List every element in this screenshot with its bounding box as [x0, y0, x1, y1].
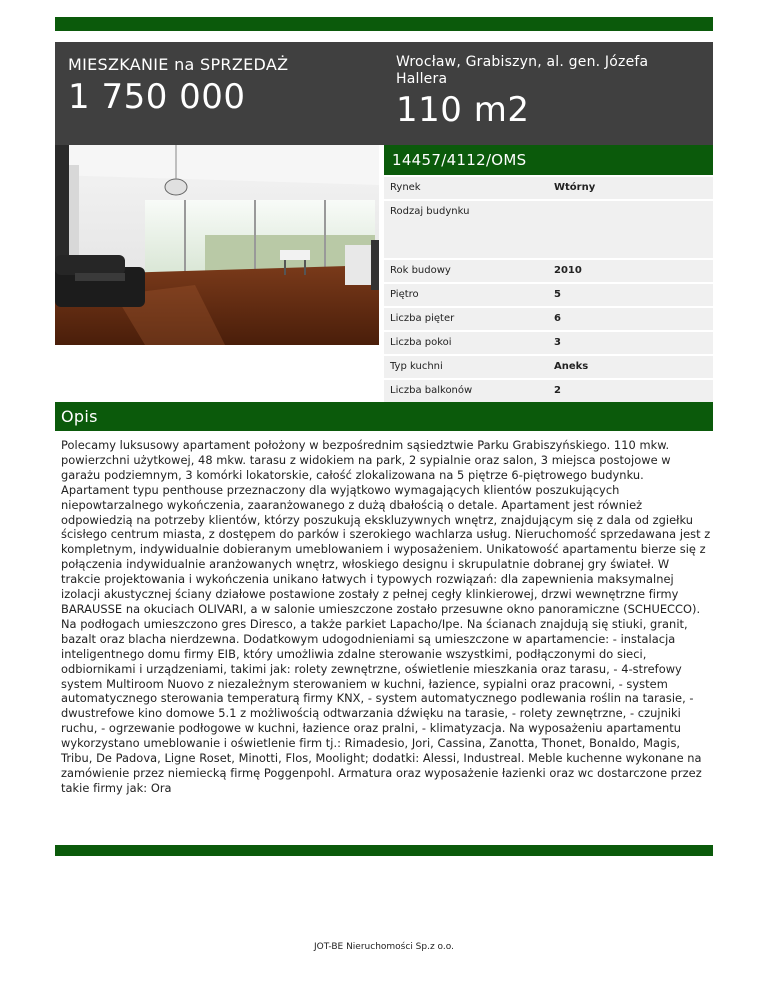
- param-label: Liczba pokoi: [390, 337, 452, 348]
- header-left: [68, 56, 368, 117]
- param-label: Rok budowy: [390, 265, 451, 276]
- params-table: [384, 177, 713, 404]
- param-label: Liczba balkonów: [390, 385, 473, 396]
- bottom-accent-bar: [55, 845, 713, 856]
- param-row-liczba-balkonow: [384, 380, 713, 402]
- offer-type: MIESZKANIE na SPRZEDAŻ: [68, 55, 289, 74]
- description-title: Opis: [61, 407, 98, 426]
- param-label: Piętro: [390, 289, 419, 300]
- param-row-liczba-pokoi: [384, 332, 713, 354]
- param-row-liczba-pieter: [384, 308, 713, 330]
- address: Wrocław, Grabiszyn, al. gen. Józefa Hallera: [396, 54, 649, 87]
- param-row-rok-budowy: [384, 260, 713, 282]
- param-label: Rodzaj budynku: [390, 206, 470, 217]
- header-right: [396, 54, 701, 130]
- param-label: Rynek: [390, 182, 421, 193]
- param-value: Wtórny: [554, 182, 596, 193]
- param-value: 3: [554, 337, 561, 348]
- listing-header: [55, 42, 713, 145]
- param-value: Aneks: [554, 361, 589, 372]
- description-text: Polecamy luksusowy apartament położony w bezpośrednim sąsiedztwie Parku Grabiszyńskiego. 110 mkw. powierzchni użytkowej, 48 mkw. tarasu z widokiem na park, 2 sypialnie oraz salon, 3 miejsca postojowe w garażu podziemnym, 3 komórki lokatorskie, całość zlokalizowana na 5 piętrze 6-piętrowego budynku. Apartament typu penthouse przeznaczony dla wyjątkowo wymagających klientów poszukujących niepowtarzalnego wykończenia, zaaranżowanego z dużą dbałością o detale. Apartament jest również odpowiedzią na potrzeby klientów, którzy poszukują ekskluzywnych wnętrz, znajdującym się z dala od zgiełku ścisłego centrum miasta, z dostępem do parków i szerokiego wachlarza usług. Nieruchomość sprzedawana jest z kompletnym, indywidualnie dobieranym umeblowaniem i wyposażeniem. Unikatowość apartamentu bierze się z połączenia indywidualnie aranżowanych wnętrz, włoskiego designu i skrupulatnie dobranej gry świateł. W trakcie projektowania i wykończenia unikano łatwych i typowych rozwiązań: dla zapewnienia maksymalnej izolacji akustycznej ściany działowe postawione zostały z pełnej cegły klinkierowej, drzwi wewnętrzne firmy BARAUSSE na okuciach OLIVARI, a w salonie umieszczone zostało przesuwne okno panoramiczne (SCHUECCO). Na podłogach umieszczono gres Diresco, a także parkiet Lapacho/Ipe. Na ścianach znajdują się stiuki, granit, bazalt oraz blacha nierdzewna. Dodatkowym udogodnieniami są umieszczone w apartamencie: - instalacja inteligentnego domu firmy EIB, który umożliwia zdalne sterowanie wszystkimi, podłączonymi do sieci, odbiornikami i urządzeniami, takimi jak: rolety zewnętrzne, oświetlenie mieszkania oraz tarasu, - 4-strefowy system Multiroom Nuovo z niezależnym sterowaniem w kuchni, łazience, sypialni oraz pracowni, - system automatycznego sterowania temperaturą firmy KNX, - system automatycznego podlewania roślin na tarasie, - dwustrefowe kino domowe 5.1 z możliwością odtwarzania dźwięku na tarasie, - rolety zewnętrzne, - czujniki ruchu, - ogrzewanie podłogowe w kuchni, łazience oraz pralni, - klimatyzacja. Na wyposażeniu apartamentu wykorzystano umeblowanie i oświetlenie firm tj.: Rimadesio, Jori, Cassina, Zanotta, Thonet, Bonaldo, Magis, Tribu, De Padova, Ligne Roset, Minotti, Flos, Moolight; dodatki: Alessi, Industreal. Meble kuchenne wykonane na zamówienie przez niemiecką firmę Poggenpohl. Armatura oraz wyposażenie łazienki oraz wc dostarczone przez takie firmy jak: Ora: [61, 438, 711, 795]
- apartment-photo: [55, 145, 379, 345]
- param-value: 2010: [554, 265, 582, 276]
- top-accent-bar: [55, 17, 713, 31]
- offer-id-bar: [384, 145, 713, 175]
- param-label: Liczba pięter: [390, 313, 455, 324]
- footer-company: JOT-BE Nieruchomości Sp.z o.o.: [314, 942, 454, 952]
- description-header: [55, 402, 713, 431]
- offer-id: 14457/4112/OMS: [392, 151, 527, 169]
- area: 110 m2: [396, 90, 530, 130]
- param-row-pietro: [384, 284, 713, 306]
- param-label: Typ kuchni: [390, 361, 443, 372]
- param-row-rynek: [384, 177, 713, 199]
- param-row-rodzaj-budynku: [384, 201, 713, 258]
- param-row-typ-kuchni: [384, 356, 713, 378]
- price: 1 750 000: [68, 77, 246, 117]
- param-value: 6: [554, 313, 561, 324]
- param-value: 2: [554, 385, 561, 396]
- param-value: 5: [554, 289, 561, 300]
